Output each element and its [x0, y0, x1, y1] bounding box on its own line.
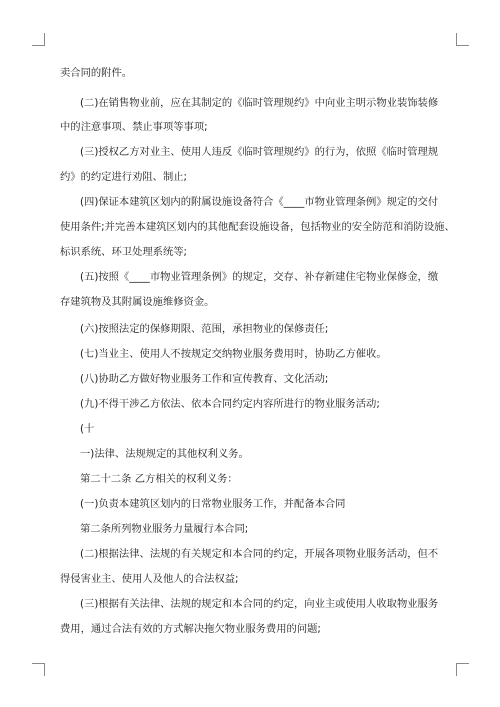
text-line: 一)法律、法规规定的其他权利义务。	[80, 448, 249, 460]
crop-mark-top-right	[456, 33, 469, 46]
text-line: 中的注意事项、禁止事项等事项;	[60, 121, 208, 133]
crop-mark-top-left	[32, 33, 45, 46]
text-line: (六)按照法定的保修期限、范围，承担物业的保修责任;	[80, 323, 329, 335]
text-line: (一)负责本建筑区划内的日常物业服务工作，并配备本合同	[80, 498, 346, 510]
text-line: 存建筑物及其附属设施维修资金。	[60, 296, 215, 308]
text-line: (四)保证本建筑区划内的附属设施设备符合《____市物业管理条例》规定的交付	[80, 196, 439, 208]
text-line: 标识系统、环卫处理系统等;	[60, 246, 188, 258]
crop-mark-bottom-right	[456, 663, 469, 676]
section-heading: 第二十二条 乙方相关的权利义务：	[80, 473, 238, 485]
text-line: (九)不得干涉乙方依法、依本合同约定内容所进行的物业服务活动;	[80, 398, 380, 410]
text-line: (二)根据法律、法规的有关规定和本合同的约定，开展各项物业服务活动，但不	[80, 548, 439, 560]
text-line: 第二条所列物业服务力量履行本合同;	[80, 523, 249, 535]
text-line: (八)协助乙方做好物业服务工作和宣传教育、文化活动;	[80, 373, 329, 385]
crop-mark-bottom-left	[32, 663, 45, 676]
text-line: 得侵害业主、使用人及他人的合法权益;	[60, 573, 239, 585]
text-line: (三)授权乙方对业主、使用人违反《临时管理规约》的行为，依照《临时管理规	[80, 146, 439, 158]
text-line: 费用，通过合法有效的方式解决拖欠物业服务费用的问题;	[60, 623, 321, 635]
text-line: (十	[80, 423, 95, 435]
text-line: (五)按照《____市物业管理条例》的规定，交存、补存新建住宅物业保修金，缴	[80, 271, 439, 283]
text-line: (七)当业主、使用人不按规定交纳物业服务费用时，协助乙方催收。	[80, 348, 387, 360]
text-line: (三)根据有关法律、法规的规定和本合同的约定，向业主或使用人收取物业服务	[80, 598, 439, 610]
text-line: (二)在销售物业前，应在其制定的《临时管理规约》中向业主明示物业装饰装修	[80, 97, 439, 109]
text-line: 使用条件;并完善本建筑区划内的其他配套设施设备，包括物业的安全防范和消防设施、	[60, 221, 455, 233]
text-line: 卖合同的附件。	[60, 67, 133, 79]
text-line: 约》的约定进行劝阻、制止;	[60, 171, 188, 183]
